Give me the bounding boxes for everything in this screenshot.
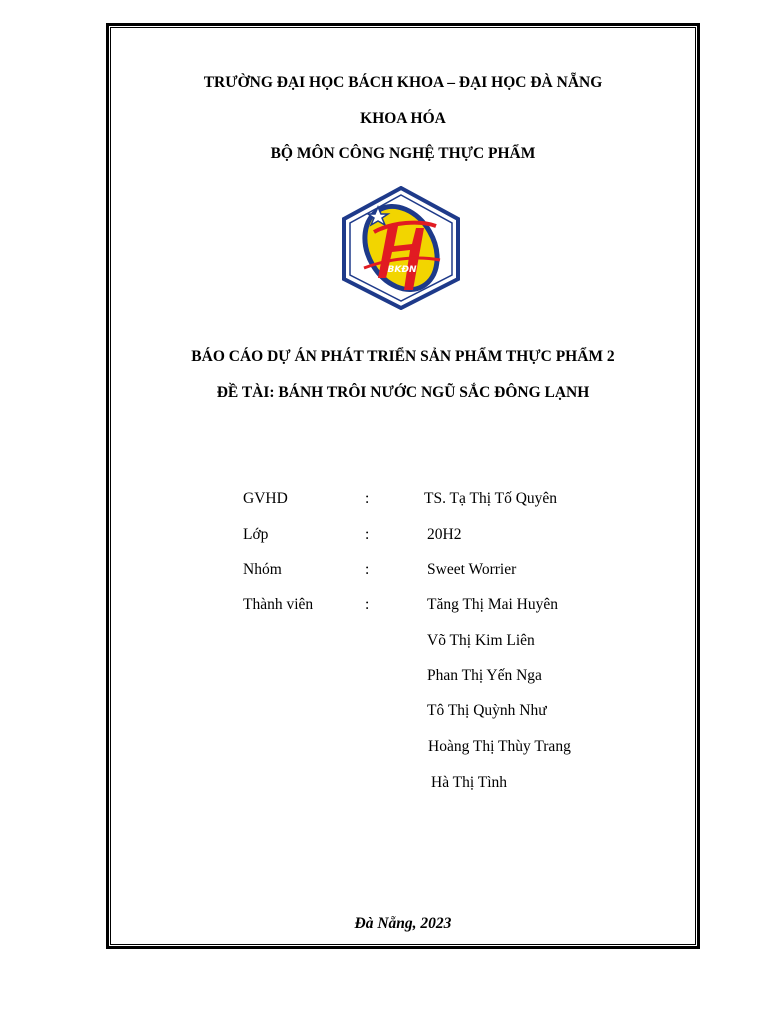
info-value: Sweet Worrier [427,561,517,578]
report-title: BÁO CÁO DỰ ÁN PHÁT TRIỂN SẢN PHẨM THỰC PHẨM 2 [191,348,615,365]
page-border-inner [110,27,696,945]
info-label: Nhóm [243,561,282,578]
info-colon: : [365,561,370,578]
info-colon: : [365,490,370,507]
info-label: Thành viên [243,596,314,613]
department-name: BỘ MÔN CÔNG NGHỆ THỰC PHẨM [270,145,536,162]
faculty-name: KHOA HÓA [360,110,446,127]
info-row-members [243,596,693,618]
member-name: Phan Thị Yến Nga [427,667,542,684]
info-label: Lớp [243,526,269,543]
info-row-group [243,561,693,583]
member-name: Tô Thị Quỳnh Như [427,702,547,719]
member-name: Hà Thị Tình [431,774,508,791]
info-colon: : [365,526,370,543]
university-name: TRƯỜNG ĐẠI HỌC BÁCH KHOA – ĐẠI HỌC ĐÀ NẴNG [203,74,603,91]
member-name: Võ Thị Kim Liên [427,632,535,649]
report-topic: ĐỀ TÀI: BÁNH TRÔI NƯỚC NGŨ SẮC ĐÔNG LẠNH [216,384,590,401]
info-value: 20H2 [427,526,462,543]
info-colon: : [365,596,370,613]
info-row-class [243,526,693,548]
university-logo-icon [340,186,462,310]
member-name: Hoàng Thị Thùy Trang [428,738,571,755]
info-value: Tăng Thị Mai Huyên [427,596,559,613]
info-label: GVHD [243,490,288,507]
info-value: TS. Tạ Thị Tố Quyên [424,490,558,507]
place-date: Đà Nẵng, 2023 [354,915,452,932]
logo-text: BKĐN [387,265,417,275]
info-row-advisor [243,490,693,512]
